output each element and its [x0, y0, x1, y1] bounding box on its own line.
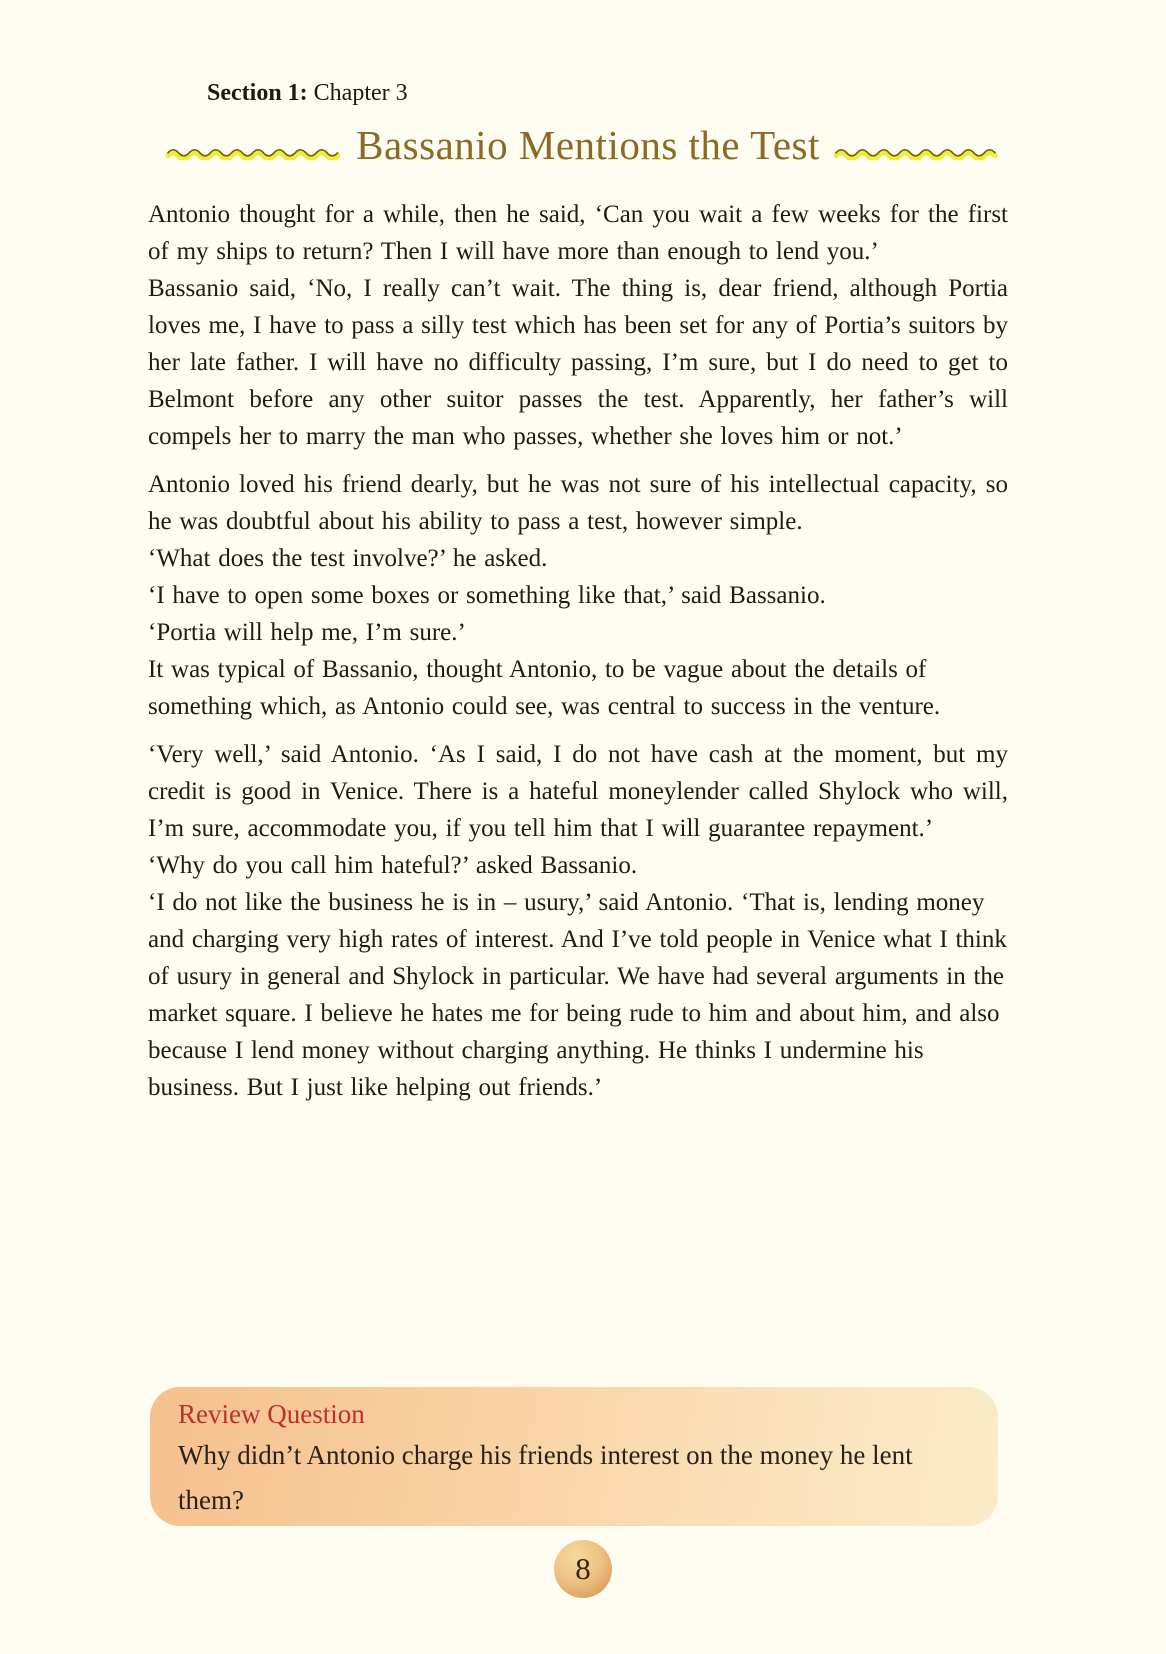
squiggle-ornament-right-icon	[834, 146, 1000, 160]
page-number-badge	[554, 1540, 612, 1598]
chapter-label: Chapter 3	[307, 80, 408, 106]
story-paragraph: ‘I do not like the business he is in – usury,’ said Antonio. ‘That is, lending money and charging very high rates of interest. And I’ve told people in Venice what I think of usury in general and Shylock in particular. We have had several arguments in the market square. I believe he hates me for being rude to him and about him, and also because I lend money without charging anything. He thinks I undermine his business. But I just like helping out friends.’	[148, 889, 1007, 1101]
story-paragraph: ‘Why do you call him hateful?’ asked Bassanio.	[148, 852, 638, 879]
story-paragraph: Antonio thought for a while, then he said, ‘Can you wait a few weeks for the first of my ships to return? Then I will have more than enough to lend you.’	[148, 201, 1008, 265]
review-question-heading: Review Question	[178, 1399, 365, 1429]
story-paragraph: ‘I have to open some boxes or something like that,’ said Bassanio.	[148, 582, 826, 609]
chapter-title-row	[0, 121, 1166, 169]
section-heading	[207, 80, 408, 107]
squiggle-ornament-left-icon	[166, 146, 342, 160]
story-text	[148, 196, 1008, 1106]
section-label: Section 1:	[207, 80, 308, 106]
story-paragraph: ‘What does the test involve?’ he asked.	[148, 545, 548, 572]
review-question-box	[150, 1387, 998, 1526]
page-number: 8	[575, 1551, 591, 1586]
story-paragraph: It was typical of Bassanio, thought Antonio, to be vague about the details of something which, as Antonio could see, was central to success in the venture.	[148, 656, 941, 720]
story-paragraph: Bassanio said, ‘No, I really can’t wait. The thing is, dear friend, although Portia loves me, I have to pass a silly test which has been set for any of Portia’s suitors by her late father. I will have no difficulty passing, I’m sure, but I do need to get to Belmont before any other suitor passes the test. Apparently, her father’s will compels her to marry the man who passes, whether she loves him or not.’	[148, 275, 1008, 450]
story-paragraph: ‘Very well,’ said Antonio. ‘As I said, I do not have cash at the moment, but my credit is good in Venice. There is a hateful moneylender called Shylock who will, I’m sure, accommodate you, if you tell him that I will guarantee repayment.’	[148, 741, 1008, 842]
story-paragraph: ‘Portia will help me, I’m sure.’	[148, 619, 466, 646]
review-question-text: Why didn’t Antonio charge his friends interest on the money he lent them?	[178, 1440, 913, 1515]
story-paragraph: Antonio loved his friend dearly, but he was not sure of his intellectual capacity, so he was doubtful about his ability to pass a test, however simple.	[148, 471, 1008, 535]
chapter-title: Bassanio Mentions the Test	[356, 122, 820, 168]
